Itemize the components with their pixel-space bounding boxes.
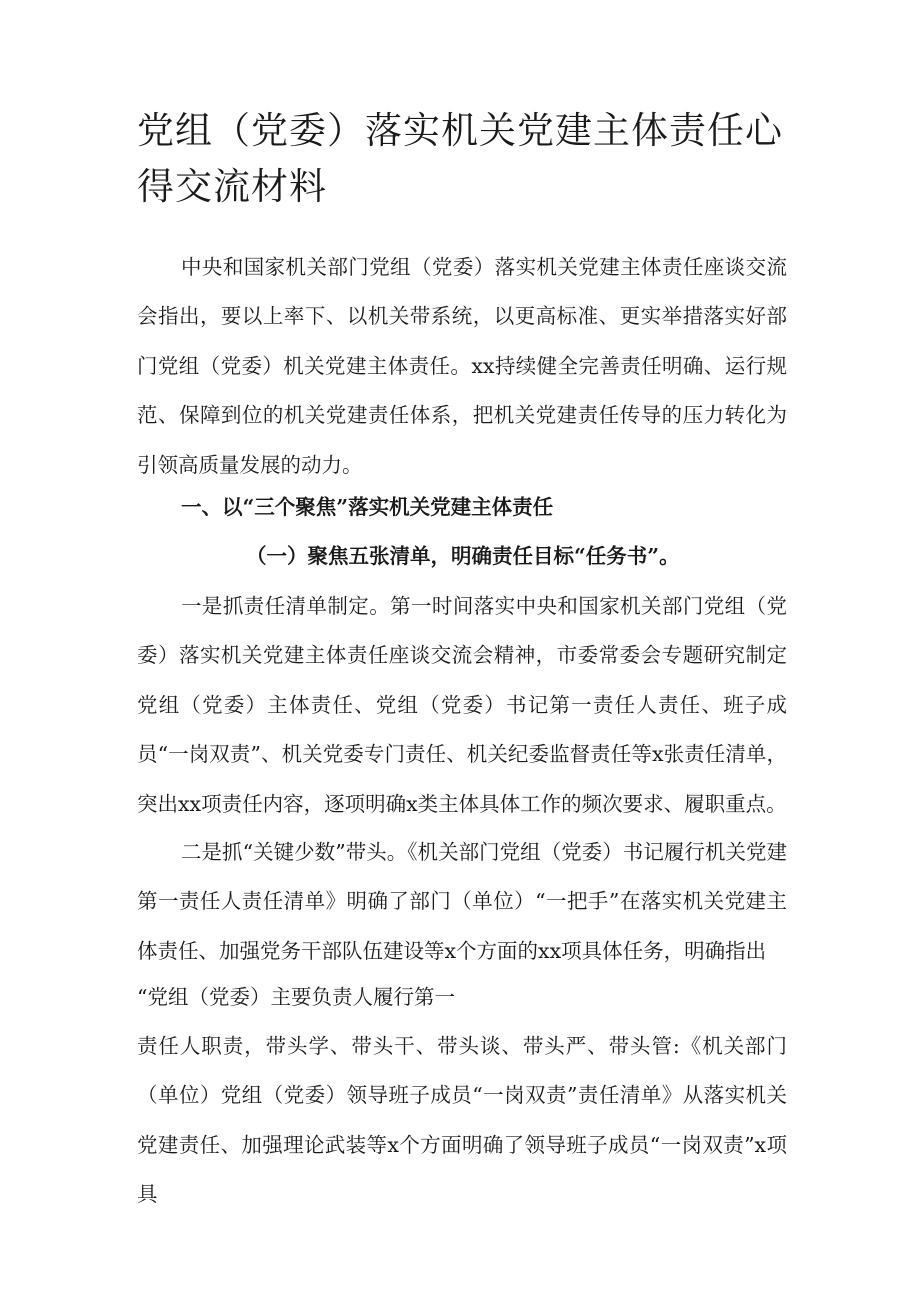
body-paragraph-1: 一是抓责任清单制定。第一时间落实中央和国家机关部门党组（党委）落实机关党建主体责任座谈交流会精神，市委常委会专题研究制定党组（党委）主体责任、党组（党委）书记第一责任人责任、班子成员“一岗双责”、机关党委专门责任、机关纪委监督责任等x张责任清单，突出xx项责任内容，逐项明确x类主体具体工作的频次要求、履职重点。: [137, 594, 787, 816]
body-paragraph-2-end: “党组（党委）主要负责人履行第一: [137, 985, 455, 1009]
body-paragraph-2: 二是抓“关键少数”带头。《机关部门党组（党委）书记履行机关党建第一责任人责任清单》明确了部门（单位）“一把手”在落实机关党建主体责任、加强党务干部队伍建设等x个方面的xx项具体任务，明确指出: [137, 840, 787, 963]
subsection-heading: （一）聚焦五张清单，明确责任目标“任务书”。: [246, 544, 680, 568]
intro-paragraph: 中央和国家机关部门党组（党委）落实机关党建主体责任座谈交流会指出，要以上率下、以机关带系统，以更高标准、更实举措落实好部门党组（党委）机关党建主体责任。xx持续健全完善责任明确、运行规范、保障到位的机关党建责任体系，把机关党建责任传导的压力转化为引领高质量发展的动力。: [137, 255, 787, 477]
document-title: 党组（党委）落实机关党建主体责任心得交流材料: [137, 109, 783, 208]
body-paragraph-3: 责任人职责，带头学、带头干、带头谈、带头严、带头管:《机关部门（单位）党组（党委）领导班子成员“一岗双责”责任清单》从落实机关党建责任、加强理论武装等x个方面明确了领导班子成员“一岗双责”x项具: [137, 1034, 787, 1207]
section-heading: 一、以“三个聚焦”落实机关党建主体责任: [181, 495, 554, 519]
